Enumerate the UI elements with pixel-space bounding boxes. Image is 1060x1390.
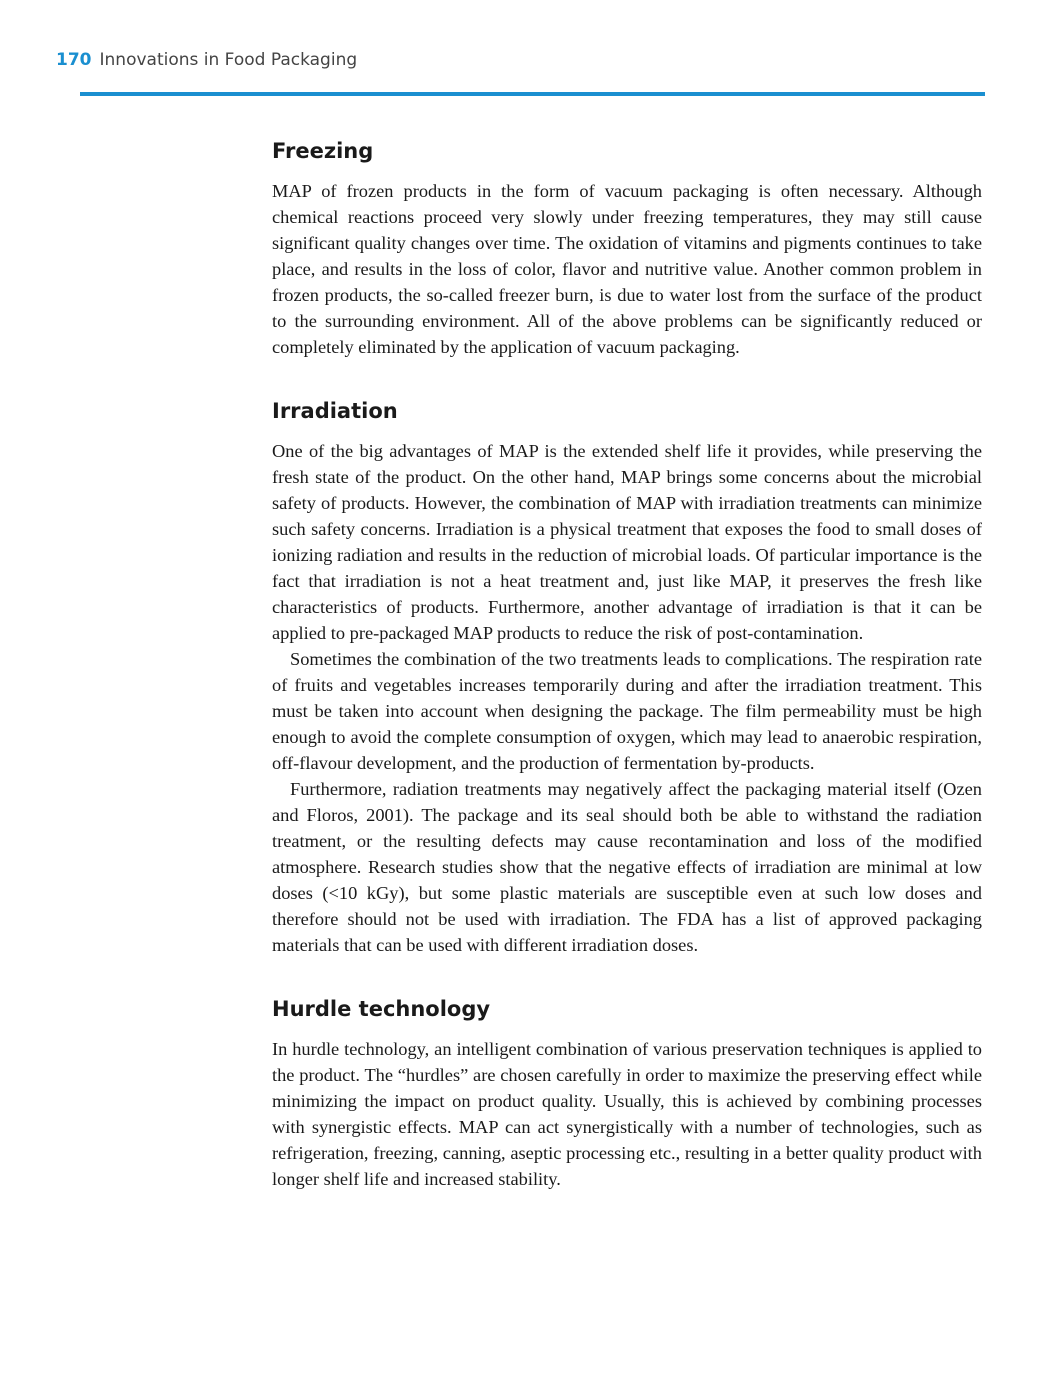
page-number: 170	[56, 50, 92, 70]
book-title: Innovations in Food Packaging	[99, 50, 358, 70]
section-hurdle-technology	[272, 992, 982, 1192]
paragraph: In hurdle technology, an intelligent combination of various preservation techniques is applied to the product. The “hurdles” are chosen carefully in order to maximize the preserving effect while minimizing the impact on product quality. Usually, this is achieved by combining processes with synergistic effects. MAP can act synergistically with a number of technologies, such as refrigeration, freezing, canning, aseptic processing etc., resulting in a better quality product with longer shelf life and increased stability.	[272, 1039, 982, 1189]
section-freezing	[272, 134, 982, 360]
page-body	[272, 134, 982, 1226]
header-rule	[80, 92, 985, 96]
section-heading: Hurdle technology	[272, 997, 491, 1021]
running-head	[56, 50, 357, 70]
paragraph: Sometimes the combination of the two treatments leads to complications. The respiration rate of fruits and vegetables increases temporarily during and after the irradiation treatment. This must be taken into account when designing the package. The film permeability must be high enough to avoid the complete consumption of oxygen, which may lead to anaerobic respiration, off-flavour development, and the production of fermentation by-products.	[272, 649, 982, 773]
paragraph: Furthermore, radiation treatments may negatively affect the packaging material itself (Ozen and Floros, 2001). The package and its seal should both be able to withstand the radiation treatment, or the resulting defects may cause recontamination and loss of the modified atmosphere. Research studies show that the negative effects of irradiation are minimal at low doses (<10 kGy), but some plastic materials are susceptible even at such low doses and therefore should not be used with irradiation. The FDA has a list of approved packaging materials that can be used with different irradiation doses.	[272, 779, 982, 955]
paragraph: One of the big advantages of MAP is the extended shelf life it provides, while preserving the fresh state of the product. On the other hand, MAP brings some concerns about the microbial safety of products. However, the combination of MAP with irradiation treatments can minimize such safety concerns. Irradiation is a physical treatment that exposes the food to small doses of ionizing radiation and results in the reduction of microbial loads. Of particular importance is the fact that irradiation is not a heat treatment and, just like MAP, it preserves the fresh like characteristics of products. Furthermore, another advantage of irradiation is that it can be applied to pre-packaged MAP products to reduce the risk of post-contamination.	[272, 441, 982, 643]
paragraph: MAP of frozen products in the form of vacuum packaging is often necessary. Although chemical reactions proceed very slowly under freezing temperatures, they may still cause significant quality changes over time. The oxidation of vitamins and pigments continues to take place, and results in the loss of color, flavor and nutritive value. Another common problem in frozen products, the so-called freezer burn, is due to water lost from the surface of the product to the surrounding environment. All of the above problems can be significantly reduced or completely eliminated by the application of vacuum packaging.	[272, 181, 982, 357]
section-heading: Irradiation	[272, 399, 398, 423]
section-heading: Freezing	[272, 139, 374, 163]
section-irradiation	[272, 394, 982, 958]
